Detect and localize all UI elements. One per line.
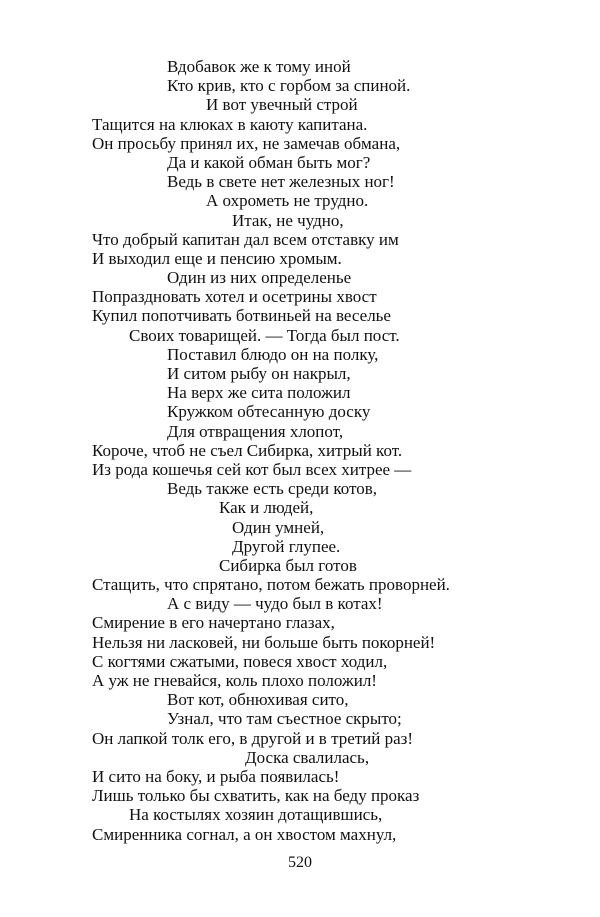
poem-line xyxy=(0,268,600,287)
poem-line xyxy=(0,460,600,479)
line-text: И ситом рыбу он накрыл, xyxy=(167,364,351,383)
line-text: Другой глупее. xyxy=(232,536,341,556)
poem-line xyxy=(0,76,600,95)
poem-line xyxy=(0,95,600,114)
poem-line xyxy=(0,345,600,364)
poem-line xyxy=(0,498,600,517)
poem-line xyxy=(0,613,600,632)
page-number: 520 xyxy=(288,854,312,871)
line-text: Доска свалилась, xyxy=(245,747,370,767)
line-text: Для отвращения хлопот, xyxy=(167,421,344,441)
poem-line xyxy=(0,537,600,556)
poem-text xyxy=(0,57,600,844)
poem-line xyxy=(0,172,600,191)
poem-line xyxy=(0,306,600,325)
line-text: Он лапкой толк его, в другой и в третий раз! xyxy=(92,728,414,748)
line-text: Что добрый капитан дал всем отставку им xyxy=(92,229,399,249)
line-text: Узнал, что там съестное скрыто; xyxy=(167,709,402,729)
poem-line xyxy=(0,671,600,690)
poem-line xyxy=(0,115,600,134)
line-text: Сибирка был готов xyxy=(219,555,357,575)
poem-line xyxy=(0,518,600,537)
line-text: А уж не гневайся, коль плохо положил! xyxy=(92,671,377,690)
line-text: Короче, чтоб не съел Сибирка, хитрый кот. xyxy=(92,440,403,460)
poem-line xyxy=(0,709,600,728)
poem-line xyxy=(0,57,600,76)
line-text: Итак, не чудно, xyxy=(232,210,344,230)
line-text: Да и какой обман быть мог? xyxy=(167,152,371,172)
line-text: А с виду — чудо был в котах! xyxy=(167,594,383,614)
line-text: И вот увечный строй xyxy=(206,95,358,115)
line-text: И сито на боку, и рыба появилась! xyxy=(92,766,340,786)
line-text: Один из них определенье xyxy=(167,268,352,288)
line-text: Нельзя ни ласковей, ни больше быть покорней! xyxy=(92,632,436,652)
poem-line xyxy=(0,211,600,230)
line-text: Один умней, xyxy=(232,517,325,537)
poem-line xyxy=(0,364,600,383)
poem-line xyxy=(0,134,600,153)
poem-line xyxy=(0,249,600,268)
line-text: И выходил еще и пенсию хромым. xyxy=(92,248,342,268)
line-text: Ведь также есть среди котов, xyxy=(167,479,378,499)
line-text: На верх же сита положил xyxy=(167,383,351,403)
poem-line xyxy=(0,748,600,767)
line-text: Из рода кошечья сей кот был всех хитрее — xyxy=(92,459,412,479)
poem-line xyxy=(0,805,600,824)
line-text: Купил попотчивать ботвиньей на веселье xyxy=(92,306,391,326)
poem-line xyxy=(0,383,600,402)
line-text: С когтями сжатыми, повеся хвост ходил, xyxy=(92,651,388,671)
line-text: Попраздновать хотел и осетрины хвост xyxy=(92,287,377,307)
poem-line xyxy=(0,652,600,671)
line-text: Своих товарищей. — Тогда был пост. xyxy=(129,325,400,345)
poem-line xyxy=(0,575,600,594)
poem-line xyxy=(0,729,600,748)
poem-line xyxy=(0,326,600,345)
line-text: Тащится на клюках в каюту капитана. xyxy=(92,114,368,134)
line-text: Вот кот, обнюхивая сито, xyxy=(167,690,349,710)
poem-line xyxy=(0,556,600,575)
poem-line xyxy=(0,633,600,652)
line-text: Ведь в свете нет железных ног! xyxy=(167,172,395,192)
line-text: Кто крив, кто с горбом за спиной. xyxy=(167,76,411,96)
line-text: На костылях хозяин дотащившись, xyxy=(129,805,383,825)
poem-line xyxy=(0,767,600,786)
line-text: Как и людей, xyxy=(219,498,314,518)
poem-line xyxy=(0,479,600,498)
poem-line xyxy=(0,422,600,441)
poem-line xyxy=(0,402,600,421)
line-text: Стащить, что спрятано, потом бежать проворней. xyxy=(92,575,450,595)
poem-line xyxy=(0,594,600,613)
line-text: Смиренника согнал, а он хвостом махнул, xyxy=(92,824,397,844)
line-text: Вдобавок же к тому иной xyxy=(167,57,351,76)
line-text: Кружком обтесанную доску xyxy=(167,402,371,422)
line-text: Он просьбу принял их, не замечав обмана, xyxy=(92,133,401,153)
poem-line xyxy=(0,690,600,709)
line-text: Смирение в его начертано глазах, xyxy=(92,613,335,633)
line-text: Лишь только бы схватить, как на беду проказ xyxy=(92,786,420,806)
poem-line xyxy=(0,153,600,172)
line-text: А охрометь не трудно. xyxy=(206,191,369,211)
poem-line xyxy=(0,191,600,210)
poem-line xyxy=(0,230,600,249)
poem-line xyxy=(0,786,600,805)
poem-line xyxy=(0,825,600,844)
poem-line xyxy=(0,287,600,306)
poem-line xyxy=(0,441,600,460)
line-text: Поставил блюдо он на полку, xyxy=(167,344,379,364)
